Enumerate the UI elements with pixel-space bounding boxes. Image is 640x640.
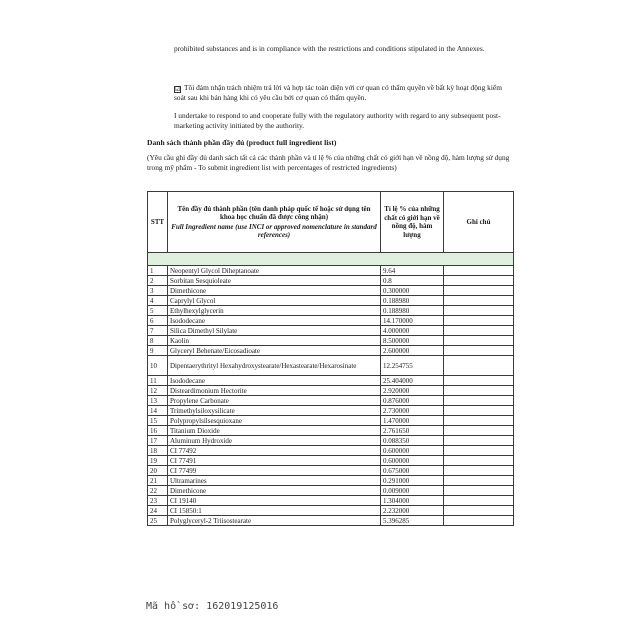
row-ingredient-name: Dimethicone (168, 486, 381, 496)
row-stt: 15 (148, 416, 168, 426)
row-note (444, 466, 514, 476)
row-stt: 16 (148, 426, 168, 436)
row-ingredient-name: Ethylhexylglycerin (168, 306, 381, 316)
row-percentage: 0.675000 (381, 466, 444, 476)
row-stt: 17 (148, 436, 168, 446)
table-row (148, 336, 514, 346)
row-stt: 20 (148, 466, 168, 476)
header-name-vi: Tên đầy đủ thành phần (tên danh pháp quốc tế hoặc sử dụng tên khoa học chuẩn đã được công nhận) (177, 204, 371, 221)
undertaking-paragraph-vi (174, 83, 514, 103)
row-percentage: 0.600000 (381, 456, 444, 466)
row-stt: 12 (148, 386, 168, 396)
row-note (444, 296, 514, 306)
row-ingredient-name: Caprylyl Glycol (168, 296, 381, 306)
table-row (148, 356, 514, 376)
row-stt: 13 (148, 396, 168, 406)
section-subtitle: (Yêu cầu ghi đầy đủ danh sách tất cả các thành phần và tỉ lệ % của những chất có giới hạn về nồng độ, hàm lượng sử dụng trong mỹ phẩm - To submit ingredient list with percentages of restricted ingredients) (147, 153, 510, 172)
row-ingredient-name: Isododecane (168, 376, 381, 386)
table-row (148, 376, 514, 386)
row-stt: 22 (148, 486, 168, 496)
row-note (444, 426, 514, 436)
row-stt: 2 (148, 276, 168, 286)
table-row (148, 306, 514, 316)
row-note (444, 506, 514, 516)
row-percentage: 1.304000 (381, 496, 444, 506)
row-note (444, 396, 514, 406)
header-percentage: Tỉ lệ % của những chất có giới hạn về nồng độ, hàm lượng (381, 192, 444, 253)
row-ingredient-name: Dimethicone (168, 286, 381, 296)
row-ingredient-name: Sorbitan Sesquioleate (168, 276, 381, 286)
table-row (148, 496, 514, 506)
table-row (148, 466, 514, 476)
row-note (444, 406, 514, 416)
row-note (444, 336, 514, 346)
row-ingredient-name: CI 15850:1 (168, 506, 381, 516)
row-stt: 18 (148, 446, 168, 456)
row-stt: 3 (148, 286, 168, 296)
row-stt: 10 (148, 356, 168, 376)
table-row (148, 486, 514, 496)
row-note (444, 456, 514, 466)
row-percentage: 0.188980 (381, 306, 444, 316)
row-stt: 24 (148, 506, 168, 516)
table-row (148, 316, 514, 326)
row-percentage: 0.876000 (381, 396, 444, 406)
table-row (148, 276, 514, 286)
row-ingredient-name: CI 77491 (168, 456, 381, 466)
row-percentage: 9.64 (381, 266, 444, 276)
row-ingredient-name: Kaolin (168, 336, 381, 346)
table-spacer-row (148, 253, 514, 266)
table-row (148, 446, 514, 456)
row-note (444, 386, 514, 396)
row-ingredient-name: Trimethylsiloxysilicate (168, 406, 381, 416)
ingredient-rows (148, 266, 514, 526)
undertaking-paragraph-en: I undertake to respond to and cooperate fully with the regulatory authority with regard to any subsequent post-marketing activity initiated by the authority. (174, 111, 501, 130)
row-percentage: 2.600000 (381, 346, 444, 356)
row-percentage: 25.404000 (381, 376, 444, 386)
row-stt: 23 (148, 496, 168, 506)
table-row (148, 476, 514, 486)
table-row (148, 506, 514, 516)
row-ingredient-name: Titanium Dioxide (168, 426, 381, 436)
header-name-en: Full Ingredient name (use INCI or approved nomenclature in standard references) (171, 222, 377, 239)
row-note (444, 356, 514, 376)
row-note (444, 306, 514, 316)
row-ingredient-name: Polyglyceryl-2 Triisostearate (168, 516, 381, 526)
row-ingredient-name: Disteardimonium Hectorite (168, 386, 381, 396)
row-note (444, 376, 514, 386)
row-ingredient-name: Aluminum Hydroxide (168, 436, 381, 446)
row-stt: 6 (148, 316, 168, 326)
row-percentage: 2.761650 (381, 426, 444, 436)
row-ingredient-name: Polypropylsilsesquioxane (168, 416, 381, 426)
row-note (444, 266, 514, 276)
section-title: Danh sách thành phần đầy đủ (product full ingredient list) (147, 138, 337, 147)
row-ingredient-name: CI 77499 (168, 466, 381, 476)
row-stt: 9 (148, 346, 168, 356)
table-row (148, 326, 514, 336)
row-percentage: 14.170000 (381, 316, 444, 326)
table-row (148, 426, 514, 436)
row-stt: 8 (148, 336, 168, 346)
row-percentage: 2.920000 (381, 386, 444, 396)
compliance-paragraph: prohibited substances and is in compliance with the restrictions and conditions stipulated in the Annexes. (174, 44, 485, 53)
row-ingredient-name: CI 19140 (168, 496, 381, 506)
row-percentage: 0.300000 (381, 286, 444, 296)
row-percentage: 8.500000 (381, 336, 444, 346)
row-percentage: 12.254755 (381, 356, 444, 376)
row-percentage: 0.188980 (381, 296, 444, 306)
row-percentage: 0.291000 (381, 476, 444, 486)
row-note (444, 346, 514, 356)
row-note (444, 276, 514, 286)
row-percentage: 2.232000 (381, 506, 444, 516)
table-row (148, 296, 514, 306)
row-note (444, 516, 514, 526)
table-row (148, 386, 514, 396)
table-row (148, 416, 514, 426)
table-row (148, 266, 514, 276)
row-percentage: 1.470000 (381, 416, 444, 426)
undertaking-text-vi: Tôi đảm nhận trách nhiệm trả lời và hợp tác toàn diện với cơ quan có thẩm quyền về bất kỳ hoạt động kiểm soát sau khi bán hàng khi có yêu cầu bởi cơ quan có thẩm quyền. (174, 83, 502, 102)
table-row (148, 406, 514, 416)
row-percentage: 2.730000 (381, 406, 444, 416)
row-percentage: 0.8 (381, 276, 444, 286)
checked-checkbox-icon: ☑ (175, 87, 181, 93)
row-stt: 11 (148, 376, 168, 386)
row-stt: 4 (148, 296, 168, 306)
table-row (148, 286, 514, 296)
row-percentage: 0.600000 (381, 446, 444, 456)
table-row (148, 436, 514, 446)
row-ingredient-name: Isododecane (168, 316, 381, 326)
row-note (444, 416, 514, 426)
row-note (444, 446, 514, 456)
row-stt: 1 (148, 266, 168, 276)
row-percentage: 5.396285 (381, 516, 444, 526)
row-note (444, 436, 514, 446)
row-note (444, 476, 514, 486)
header-stt: STT (148, 192, 168, 253)
table-header-row (148, 192, 514, 253)
row-percentage: 0.088350 (381, 436, 444, 446)
row-note (444, 496, 514, 506)
row-percentage: 0.009000 (381, 486, 444, 496)
table-row (148, 456, 514, 466)
header-ingredient-name (168, 192, 381, 253)
row-ingredient-name: Ultramarines (168, 476, 381, 486)
row-note (444, 316, 514, 326)
row-stt: 21 (148, 476, 168, 486)
row-ingredient-name: Silica Dimethyl Silylate (168, 326, 381, 336)
row-ingredient-name: Glyceryl Behenate/Eicosadioate (168, 346, 381, 356)
row-note (444, 286, 514, 296)
row-stt: 7 (148, 326, 168, 336)
table-row (148, 396, 514, 406)
row-stt: 5 (148, 306, 168, 316)
header-note: Ghi chú (444, 192, 514, 253)
row-ingredient-name: CI 77492 (168, 446, 381, 456)
row-stt: 14 (148, 406, 168, 416)
row-note (444, 326, 514, 336)
table-row (148, 346, 514, 356)
row-ingredient-name: Propylene Carbonate (168, 396, 381, 406)
ingredient-table (147, 191, 514, 526)
table-row (148, 516, 514, 526)
row-ingredient-name: Dipentaerythrityl Hexahydroxystearate/Hexastearate/Hexarosinate (168, 356, 381, 376)
row-stt: 25 (148, 516, 168, 526)
record-id: Mã hồ sơ: 162019125016 (146, 601, 279, 612)
row-ingredient-name: Neopentyl Glycol Diheptanoate (168, 266, 381, 276)
row-stt: 19 (148, 456, 168, 466)
row-note (444, 486, 514, 496)
row-percentage: 4.000000 (381, 326, 444, 336)
